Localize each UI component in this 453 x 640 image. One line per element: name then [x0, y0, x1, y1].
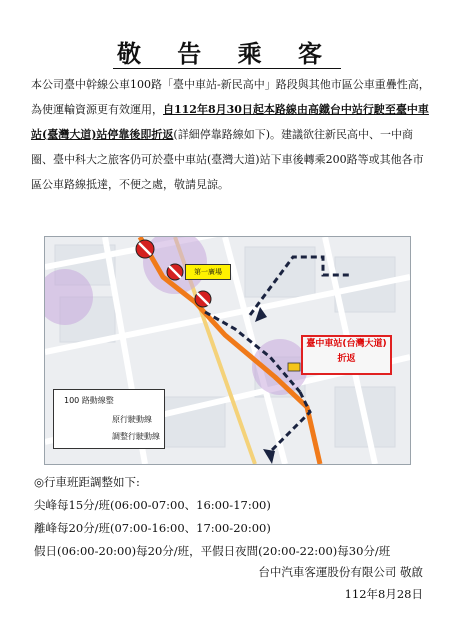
- legend-title: 100 路動線整: [64, 396, 114, 405]
- route-map: [44, 236, 411, 465]
- schedule-offpeak: 離峰每20分/班(07:00-16:00、17:00-20:00): [34, 521, 271, 535]
- no-entry-icon: [167, 264, 183, 280]
- signature-block: [258, 561, 423, 605]
- callout-station: 臺中車站(台灣大道): [306, 339, 387, 349]
- map-legend: [53, 389, 165, 449]
- terminal-callout: [301, 335, 392, 375]
- no-entry-icon: [195, 291, 211, 307]
- bus-stop-icon: [288, 363, 300, 371]
- title-underline: [113, 68, 341, 69]
- notice-title: 敬 告 乘 客: [116, 39, 337, 68]
- notice-date: 112年8月28日: [344, 587, 423, 601]
- legend-adjusted: 調整行駛動線: [112, 432, 160, 441]
- paragraph-highlight: 自112年8月30日起本路線由高鐵台中站行駛至臺中車站(臺灣大道)站停靠後即折返: [31, 103, 429, 141]
- schedule-holiday: 假日(06:00-20:00)每20分/班，平假日夜間(20:00-22:00)每30分/班: [34, 544, 391, 558]
- callout-turnaround: 折返: [337, 354, 356, 364]
- schedule-section: [34, 471, 444, 563]
- paragraph-part-2: (詳細停靠路線如下)。建議欲往新民高中、一中商圈、臺中科大之旅客仍可於臺中車站(臺灣大道)站下車後轉乘200路等或其他各市區公車路線抵達，不便之處，敬請見諒。: [31, 128, 424, 191]
- legend-original: 原行駛動線: [112, 415, 152, 424]
- notice-paragraph: [31, 72, 433, 197]
- schedule-heading: ◎行車班距調整如下:: [34, 475, 140, 489]
- paragraph-part-1: 本公司臺中幹線公車100路「臺中車站-新民高中」路段與其他市區公車重疊性高，為使運輸資源更有效運用，: [31, 78, 430, 116]
- no-entry-icon: [136, 240, 154, 258]
- poi-label: 第一廣場: [185, 264, 231, 280]
- company-name: 台中汽車客運股份有限公司 敬啟: [258, 565, 423, 579]
- schedule-peak: 尖峰每15分/班(06:00-07:00、16:00-17:00): [34, 498, 271, 512]
